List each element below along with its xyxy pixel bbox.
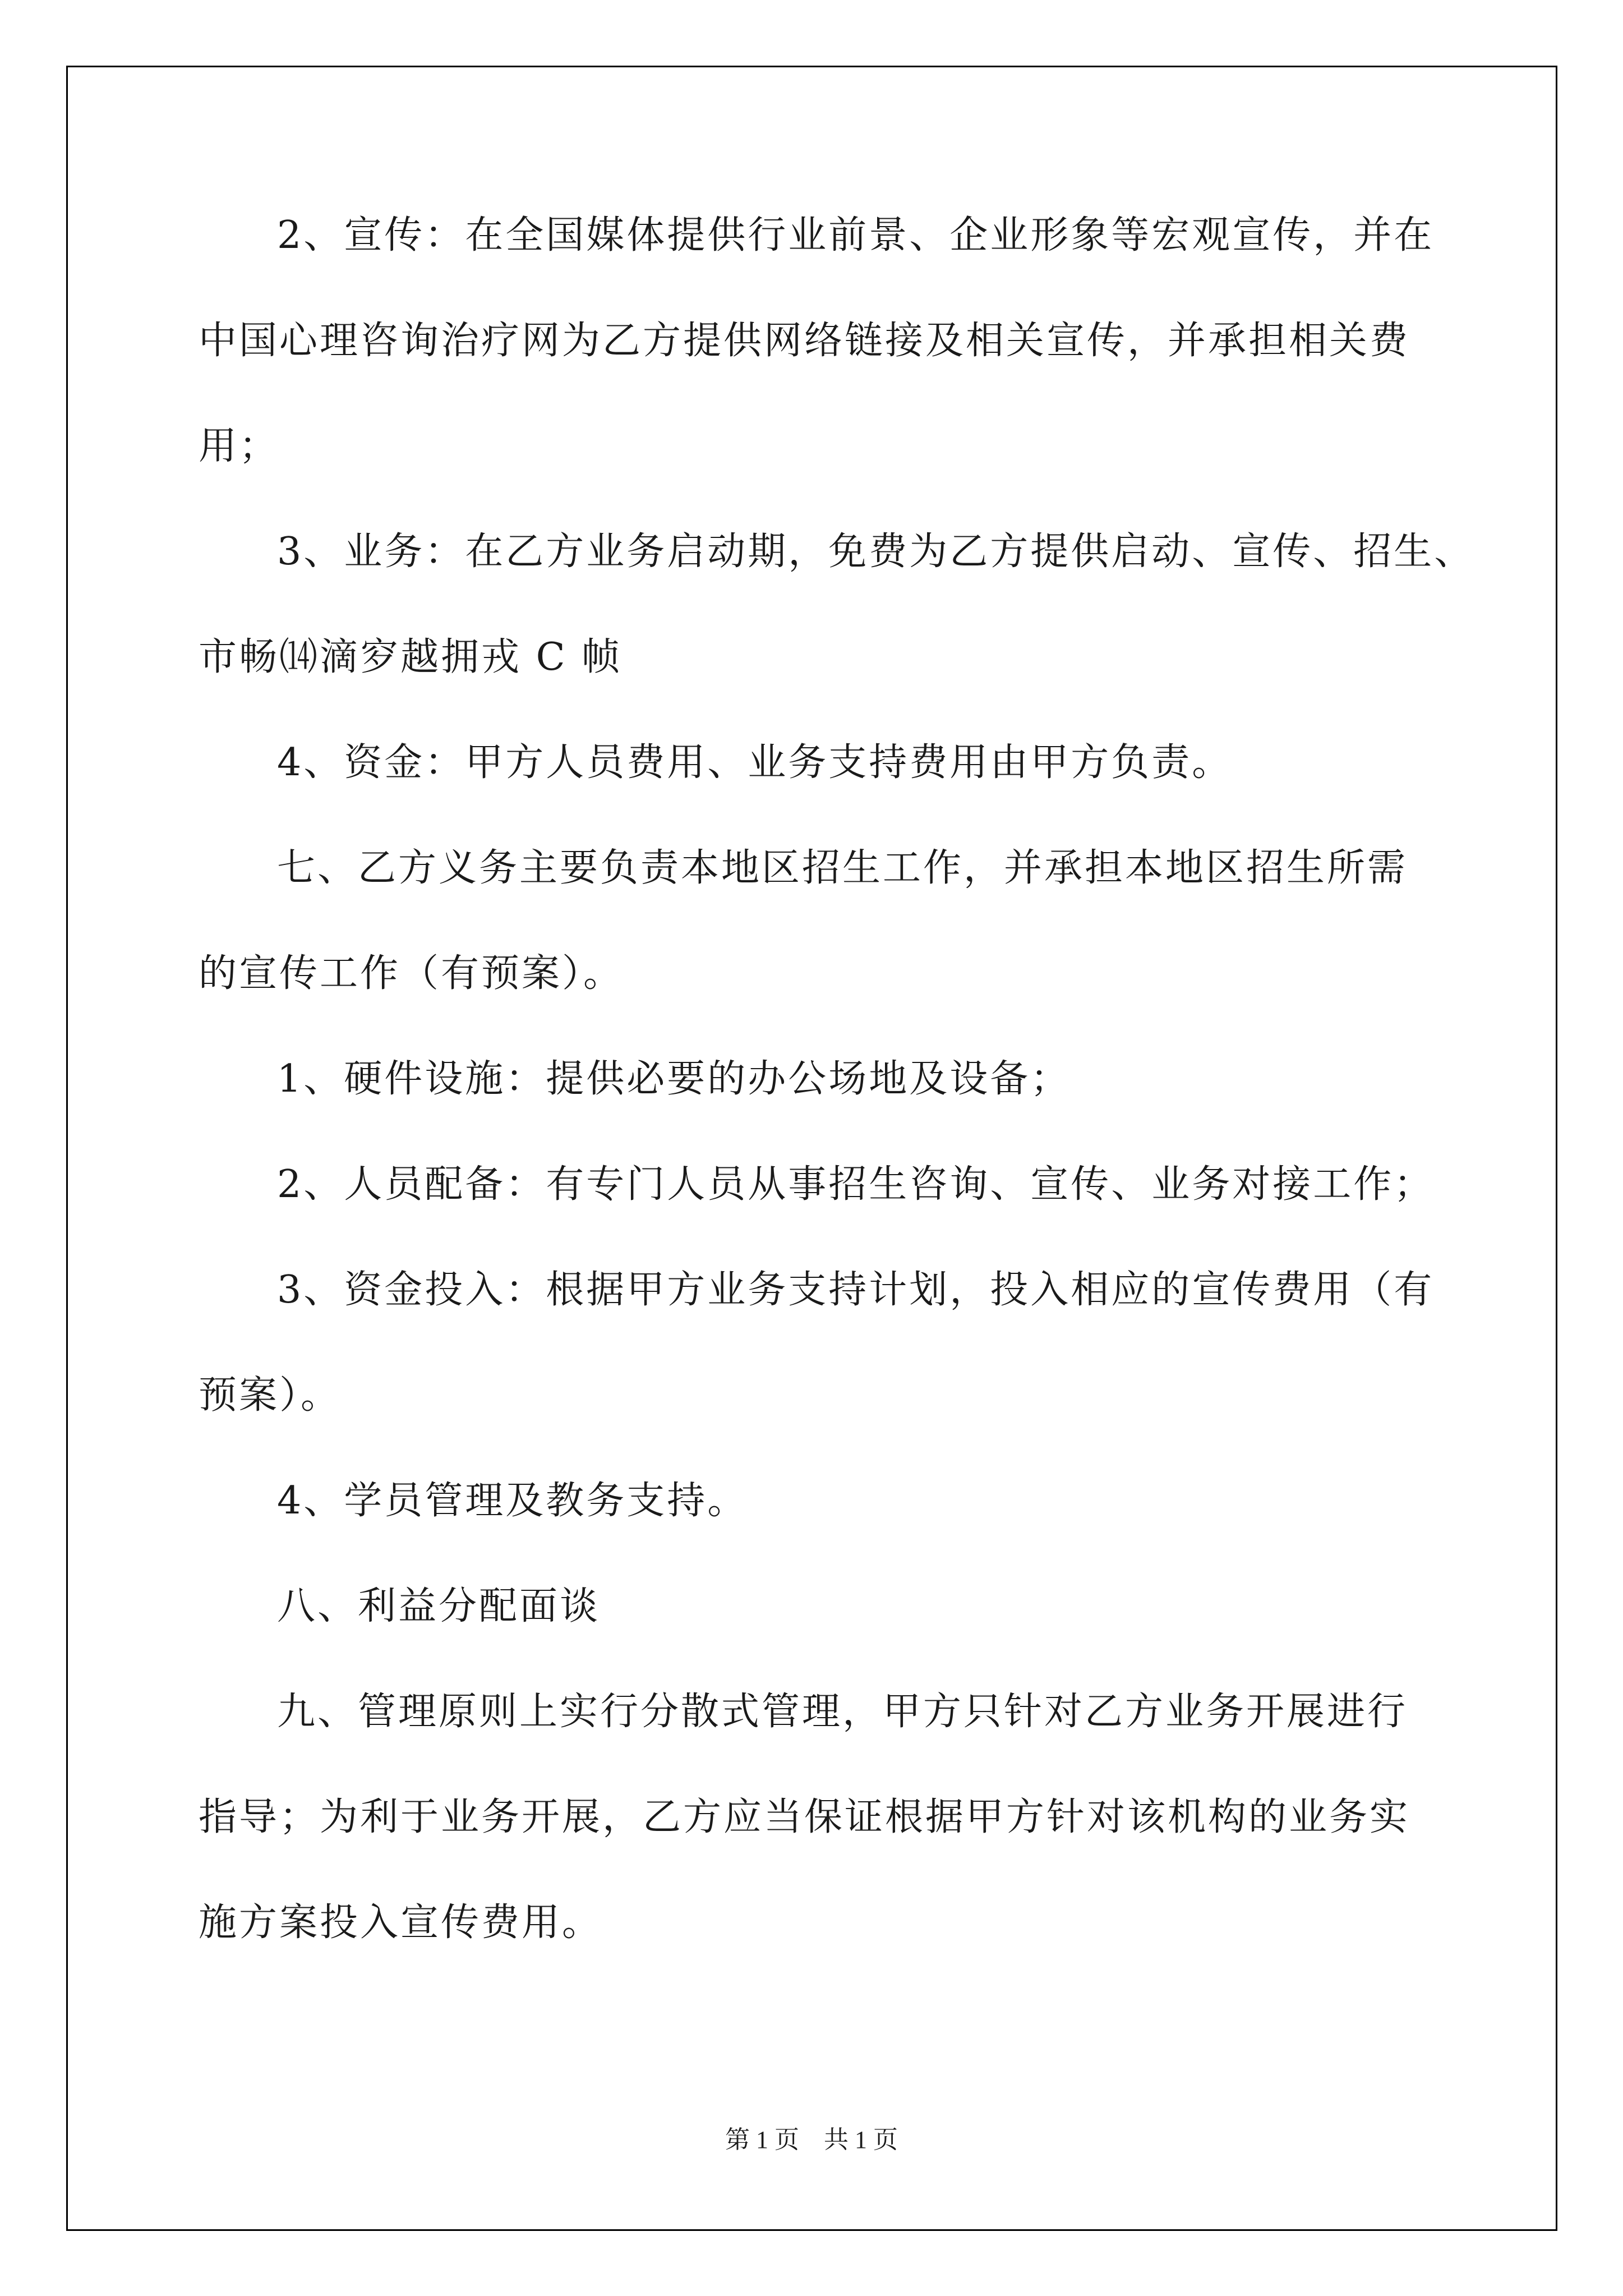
- paragraph-line: 的宣传工作（有预案）。: [199, 951, 624, 996]
- paragraph-line: 指导；为利于业务开展，乙方应当保证根据甲方针对该机构的业务实: [199, 1795, 1410, 1839]
- paragraph-line: 3、业务：在乙方业务启动期，免费为乙方提供启动、宣传、招生、: [277, 530, 1475, 574]
- paragraph-line: 市畅⒁滴穸越拥戎 C 帧: [199, 635, 623, 679]
- paragraph-line: 3、资金投入：根据甲方业务支持计划，投入相应的宣传费用（有: [277, 1268, 1435, 1312]
- paragraph-line: 施方案投入宣传费用。: [199, 1901, 603, 1945]
- paragraph-line: 4、学员管理及教务支持。: [277, 1479, 748, 1523]
- paragraph-line: 八、利益分配面谈: [277, 1584, 601, 1628]
- paragraph-line: 4、资金：甲方人员费用、业务支持费用由甲方负责。: [277, 740, 1233, 785]
- page-number-footer: 第 1 页 共 1 页: [725, 2126, 898, 2154]
- paragraph-line: 预案）。: [199, 1373, 342, 1418]
- paragraph-line: 1、硬件设施：提供必要的办公场地及设备；: [277, 1057, 1071, 1101]
- paragraph-line: 2、宣传：在全国媒体提供行业前景、企业形象等宏观宣传，并在: [277, 213, 1435, 257]
- paragraph-line: 用；: [199, 424, 280, 468]
- paragraph-line: 中国心理咨询治疗网为乙方提供网络链接及相关宣传，并承担相关费: [199, 319, 1410, 363]
- paragraph-line: 九、管理原则上实行分散式管理，甲方只针对乙方业务开展进行: [277, 1690, 1408, 1734]
- paragraph-line: 七、乙方义务主要负责本地区招生工作，并承担本地区招生所需: [277, 846, 1408, 890]
- paragraph-line: 2、人员配备：有专门人员从事招生咨询、宣传、业务对接工作；: [277, 1162, 1435, 1207]
